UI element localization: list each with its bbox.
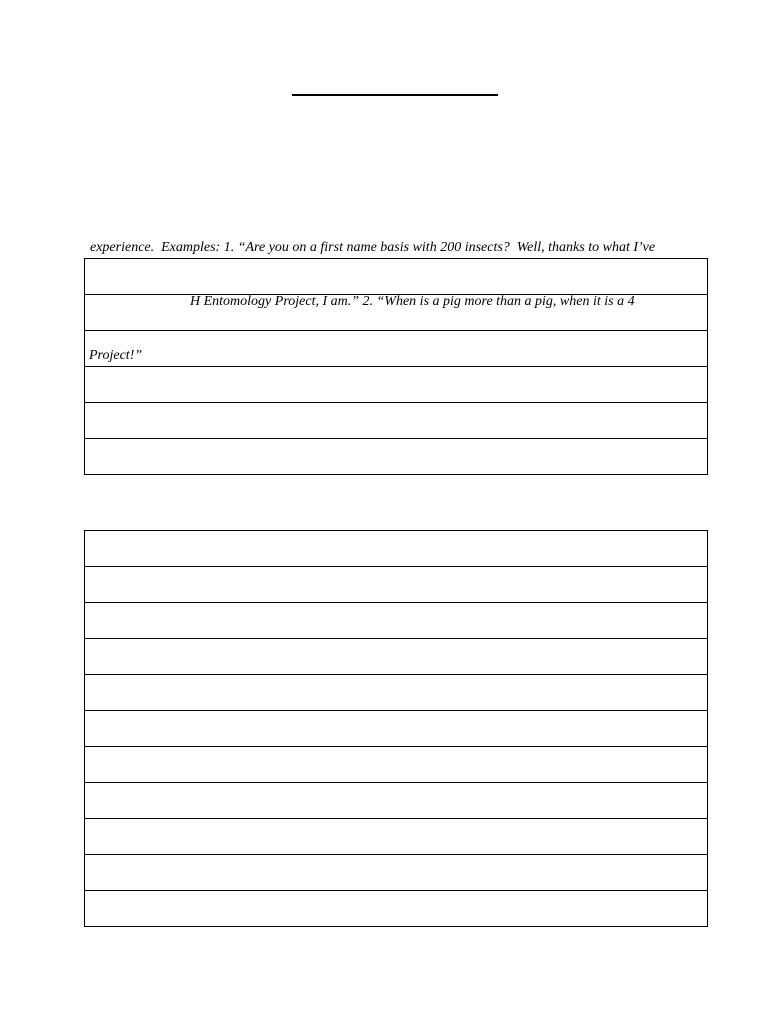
table-row	[85, 891, 708, 927]
answer-cell[interactable]	[85, 747, 708, 783]
answer-cell[interactable]	[85, 603, 708, 639]
table-row	[85, 567, 708, 603]
title-blank-line	[292, 94, 498, 96]
table-row	[85, 819, 708, 855]
answer-cell[interactable]	[85, 855, 708, 891]
table-row	[85, 855, 708, 891]
answer-cell[interactable]	[85, 891, 708, 927]
answer-cell[interactable]	[85, 367, 708, 403]
answer-table-1	[84, 258, 708, 475]
table-row	[85, 639, 708, 675]
table-row	[85, 603, 708, 639]
table-row	[85, 403, 708, 439]
answer-cell[interactable]	[85, 783, 708, 819]
answer-cell[interactable]	[85, 675, 708, 711]
answer-cell[interactable]	[85, 531, 708, 567]
answer-cell[interactable]	[85, 639, 708, 675]
table-row	[85, 711, 708, 747]
table-row	[85, 439, 708, 475]
answer-cell[interactable]	[85, 567, 708, 603]
answer-cell[interactable]	[85, 259, 708, 295]
instructions-line-3: Project!”	[89, 348, 143, 363]
table-row	[85, 783, 708, 819]
instructions-line-1: experience. Examples: 1. “Are you on a first name basis with 200 insects? Well, thanks to what I’ve	[90, 240, 656, 255]
table-row	[85, 747, 708, 783]
answer-cell[interactable]	[85, 331, 708, 367]
table-row	[85, 531, 708, 567]
answer-cell[interactable]	[85, 439, 708, 475]
answer-cell[interactable]	[85, 819, 708, 855]
answer-cell[interactable]	[85, 403, 708, 439]
answer-table-2	[84, 530, 708, 927]
answer-cell[interactable]	[85, 295, 708, 331]
table-row	[85, 331, 708, 367]
table-row	[85, 295, 708, 331]
table-row	[85, 259, 708, 295]
instructions-line-2: H Entomology Project, I am.” 2. “When is a pig more than a pig, when it is a 4	[190, 294, 635, 309]
table-row	[85, 367, 708, 403]
answer-cell[interactable]	[85, 711, 708, 747]
table-row	[85, 675, 708, 711]
